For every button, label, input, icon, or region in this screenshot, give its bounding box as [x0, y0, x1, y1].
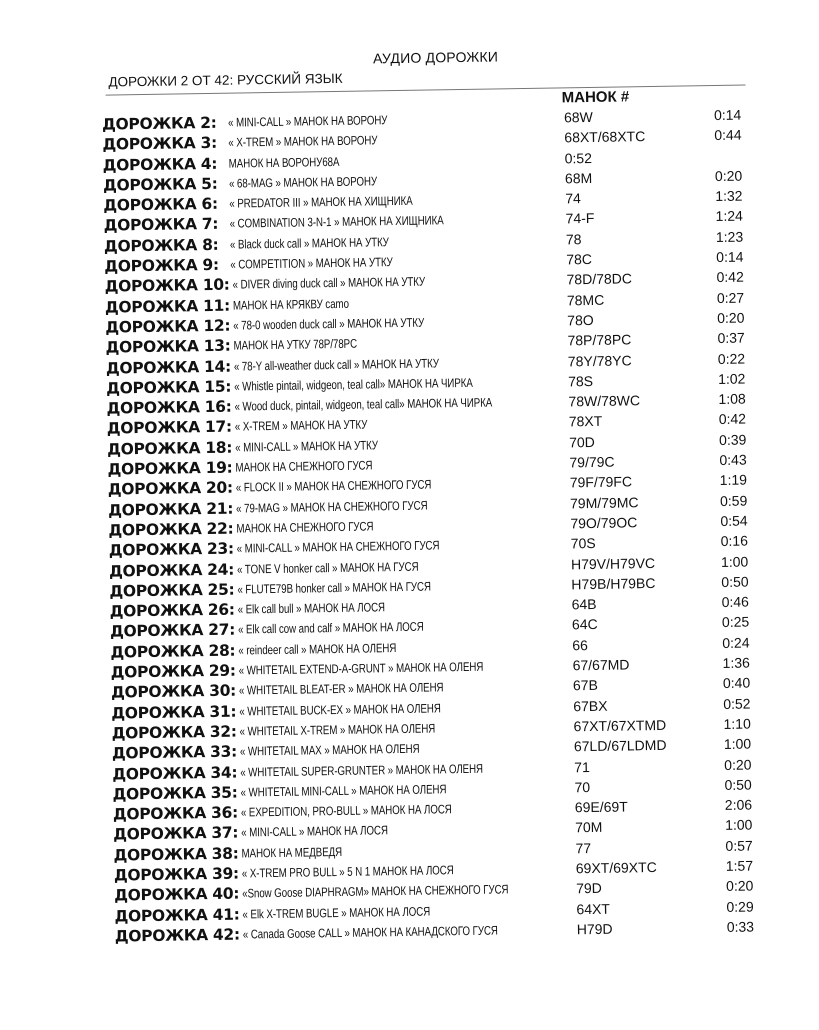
track-duration: 0:59 [719, 492, 748, 509]
track-description: « Elk call cow and calf » МАНОК НА ЛОСЯ [237, 620, 424, 637]
track-label: ДОРОЖКА 37: [113, 823, 239, 844]
track-duration: 0:29 [726, 898, 754, 915]
track-duration: 1:00 [720, 553, 749, 570]
track-label: ДОРОЖКА 31: [111, 702, 237, 723]
track-description: « WHITETAIL X-TREM » МАНОК НА ОЛЕНЯ [239, 721, 436, 739]
track-label: ДОРОЖКА 12: [105, 316, 231, 337]
track-description: « TONE V honker call » МАНОК НА ГУСЯ [236, 559, 419, 577]
track-duration: 1:24 [715, 208, 743, 225]
call-model-number: 78P/78PC [567, 331, 632, 349]
track-duration: 1:32 [715, 187, 743, 205]
track-description: « 78-0 wooden duck call » МАНОК НА УТКУ [233, 315, 425, 333]
track-description: « MINI-CALL » МАНОК НА ЛОСЯ [241, 823, 388, 840]
track-duration: 0:43 [719, 451, 747, 469]
track-duration: 0:52 [723, 695, 751, 712]
track-description: « WHITETAIL MINI-CALL » МАНОК НА ОЛЕНЯ [240, 782, 447, 800]
call-model-number: 78MC [566, 291, 605, 309]
track-duration: 1:19 [719, 471, 748, 489]
track-duration: 0:42 [716, 268, 744, 286]
track-description: « Canada Goose CALL » МАНОК НА КАНАДСКОГО ГУСЯ [242, 923, 498, 942]
call-model-number: 66 [572, 636, 589, 654]
track-description: « Black duck call » МАНОК НА УТКУ [229, 234, 389, 252]
track-description: «Snow Goose DIAPHRAGM» МАНОК НА СНЕЖНОГО ГУСЯ [242, 882, 509, 901]
call-model-number: 69XT/69XTC [575, 858, 657, 877]
track-label: ДОРОЖКА 5: [102, 174, 218, 195]
track-duration: 1:02 [718, 370, 746, 387]
track-description: « MINI-CALL » МАНОК НА СНЕЖНОГО ГУСЯ [236, 538, 440, 556]
call-model-number: 67BX [573, 697, 608, 714]
track-description: « Elk call bull » МАНОК НА ЛОСЯ [237, 600, 386, 617]
track-duration: 1:00 [725, 816, 753, 834]
track-duration: 0:22 [717, 350, 746, 367]
track-description: МАНОК НА КРЯКВУ camo [232, 296, 349, 313]
track-description: « X-TREM » МАНОК НА ВОРОНУ [228, 133, 378, 150]
track-label: ДОРОЖКА 39: [113, 864, 240, 885]
call-model-number: 64XT [576, 900, 611, 917]
track-label: ДОРОЖКА 24: [108, 560, 235, 581]
track-label: ДОРОЖКА 7: [103, 215, 219, 236]
track-label: ДОРОЖКА 13: [105, 336, 231, 357]
call-model-number: 78Y/78YC [567, 351, 632, 369]
call-model-number: 78S [568, 372, 594, 390]
track-label: ДОРОЖКА 3: [102, 134, 218, 154]
track-label: ДОРОЖКА 6: [103, 195, 219, 215]
track-duration: 1:36 [722, 654, 750, 671]
track-label: ДОРОЖКА 2: [101, 113, 217, 134]
track-duration: 1:08 [718, 390, 746, 408]
track-description: МАНОК НА СНЕЖНОГО ГУСЯ [236, 519, 374, 536]
track-duration: 0:50 [724, 776, 752, 793]
track-duration: 0:46 [721, 593, 750, 611]
track-duration: 1:10 [723, 715, 751, 732]
track-description: « WHITETAIL SUPER-GRUNTER » МАНОК НА ОЛЕНЯ [240, 761, 484, 780]
track-label: ДОРОЖКА 16: [106, 397, 232, 418]
track-duration: 1:57 [725, 857, 754, 874]
track-duration: 0:57 [725, 837, 753, 854]
track-label: ДОРОЖКА 18: [107, 438, 233, 459]
call-model-number: 79F/79FC [569, 473, 633, 491]
track-label: ДОРОЖКА 40: [114, 884, 240, 905]
track-label: ДОРОЖКА 41: [114, 905, 240, 926]
code-column-header: МАНОК # [561, 88, 630, 107]
track-label: ДОРОЖКА 14: [105, 357, 232, 378]
call-model-number: 78XT [568, 413, 603, 430]
track-description: « WHITETAIL MAX » МАНОК НА ОЛЕНЯ [239, 741, 420, 759]
track-label: ДОРОЖКА 33: [111, 742, 238, 763]
track-label: ДОРОЖКА 30: [110, 681, 237, 702]
track-label: ДОРОЖКА 19: [107, 458, 233, 479]
track-label: ДОРОЖКА 15: [106, 377, 232, 398]
call-model-number: 68M [564, 169, 593, 187]
track-duration: 0:44 [714, 126, 742, 144]
track-description: « COMPETITION » МАНОК НА УТКУ [230, 255, 393, 272]
track-description: « FLOCK II » МАНОК НА СНЕЖНОГО ГУСЯ [235, 477, 432, 495]
track-duration: 0:33 [726, 918, 755, 935]
track-duration: 0:24 [722, 634, 750, 651]
track-label: ДОРОЖКА 22: [108, 519, 234, 540]
track-description: « MINI-CALL » МАНОК НА УТКУ [235, 438, 378, 455]
track-description: « X-TREM » МАНОК НА УТКУ [234, 417, 368, 435]
call-model-number: 64C [571, 616, 598, 633]
call-model-number: 78 [565, 230, 582, 248]
track-duration: 0:40 [722, 674, 751, 692]
track-description: « 79-MAG » МАНОК НА СНЕЖНОГО ГУСЯ [235, 498, 428, 516]
track-label: ДОРОЖКА 17: [106, 418, 233, 439]
track-description: « DIVER diving duck call » МАНОК НА УТКУ [232, 274, 426, 292]
track-label: ДОРОЖКА 20: [107, 478, 233, 499]
track-label: ДОРОЖКА 32: [111, 722, 237, 743]
call-model-number: 78C [566, 251, 593, 268]
track-list [102, 105, 795, 948]
track-duration: 1:00 [723, 735, 752, 753]
call-model-number: 67LD/67LDMD [573, 737, 667, 755]
track-label: ДОРОЖКА 28: [110, 641, 236, 662]
call-model-number: 68W [563, 108, 593, 126]
call-model-number: 67B [572, 677, 598, 694]
track-description: « Wood duck, pintail, widgeon, teal call» МАНОК НА ЧИРКА [234, 395, 493, 414]
track-description: МАНОК НА МЕДВЕДЯ [241, 844, 343, 861]
track-description: « X-TREM PRO BULL » 5 N 1 МАНОК НА ЛОСЯ [241, 863, 454, 881]
call-model-number: H79D [576, 920, 613, 938]
track-label: ДОРОЖКА 25: [109, 580, 235, 601]
call-model-number: 70M [575, 819, 603, 836]
call-model-number: 70D [568, 433, 595, 451]
track-label: ДОРОЖКА 29: [110, 661, 236, 682]
call-model-number: 70S [570, 535, 596, 552]
track-label: ДОРОЖКА 34: [112, 763, 238, 784]
track-label: ДОРОЖКА 8: [103, 235, 219, 256]
track-description: « reindeer call » МАНОК НА ОЛЕНЯ [238, 640, 397, 658]
track-description: МАНОК НА ВОРОНУ68A [228, 154, 340, 171]
track-label: ДОРОЖКА 21: [107, 499, 234, 520]
track-duration: 0:42 [718, 411, 747, 428]
track-duration: 0:37 [717, 329, 745, 347]
track-description: « 78-Y all-weather duck call » МАНОК НА УТКУ [233, 355, 439, 374]
track-description: « Whistle pintail, widgeon, teal call» МАНОК НА ЧИРКА [234, 375, 473, 394]
call-model-number: 0:52 [564, 149, 593, 166]
track-description: « Elk X-TREM BUGLE » МАНОК НА ЛОСЯ [242, 904, 431, 922]
track-duration: 0:20 [714, 167, 743, 184]
call-model-number: 70 [574, 778, 591, 796]
track-duration: 0:54 [720, 512, 748, 529]
track-label: ДОРОЖКА 38: [113, 844, 239, 865]
track-description: « MINI-CALL » МАНОК НА ВОРОНУ [227, 113, 388, 130]
track-label: ДОРОЖКА 10: [104, 276, 230, 296]
call-model-number: 78O [567, 311, 594, 329]
track-duration: 0:16 [720, 532, 749, 550]
call-model-number: 74 [565, 190, 581, 207]
call-model-number: 79/79C [569, 453, 615, 471]
track-duration: 1:23 [715, 228, 744, 245]
track-description: МАНОК НА СНЕЖНОГО ГУСЯ [235, 458, 373, 475]
document-title: АУДИО ДОРОЖКИ [372, 48, 499, 67]
track-label: ДОРОЖКА 42: [114, 925, 240, 946]
call-model-number: 69E/69T [574, 798, 628, 816]
track-duration: 0:20 [717, 309, 745, 326]
call-model-number: 67XT/67XTMD [573, 716, 667, 735]
track-duration: 0:20 [724, 756, 752, 773]
track-description: « 68-MAG » МАНОК НА ВОРОНУ [228, 174, 378, 191]
track-label: ДОРОЖКА 9: [104, 255, 219, 276]
call-model-number: 67/67MD [572, 656, 630, 674]
call-model-number: 79M/79MC [569, 493, 639, 511]
track-description: « EXPEDITION, PRO-BULL » МАНОК НА ЛОСЯ [240, 802, 452, 820]
call-model-number: 64B [571, 596, 597, 613]
call-model-number: H79B/H79BC [571, 574, 656, 593]
call-model-number: 71 [574, 758, 590, 775]
call-model-number: 79D [575, 880, 602, 897]
track-duration: 0:39 [718, 431, 747, 448]
document-subtitle: ДОРОЖКИ 2 ОТ 42: РУССКИЙ ЯЗЫК [108, 70, 343, 90]
call-model-number: H79V/H79VC [570, 554, 656, 572]
track-label: ДОРОЖКА 26: [109, 600, 235, 621]
track-description: « PREDATOR III » МАНОК НА ХИЩНИКА [229, 193, 413, 211]
track-label: ДОРОЖКА 35: [112, 783, 238, 804]
track-duration: 0:20 [725, 877, 754, 895]
track-duration: 0:14 [716, 248, 744, 266]
track-duration: 2:06 [724, 796, 753, 814]
track-duration: 0:50 [721, 573, 749, 590]
track-duration: 0:25 [721, 613, 750, 631]
track-duration: 0:14 [713, 106, 742, 124]
track-label: ДОРОЖКА 36: [112, 803, 239, 824]
track-description: « COMBINATION 3-N-1 » МАНОК НА ХИЩНИКА [229, 213, 444, 232]
track-label: ДОРОЖКА 4: [102, 154, 218, 175]
call-model-number: 78D/78DC [566, 270, 633, 288]
track-description: « WHITETAIL BUCK-EX » МАНОК НА ОЛЕНЯ [239, 700, 441, 719]
track-label: ДОРОЖКА 27: [109, 621, 236, 641]
track-description: МАНОК НА УТКУ 78P/78PC [233, 336, 358, 353]
track-label: ДОРОЖКА 11: [104, 296, 231, 317]
track-description: « WHITETAIL BLEAT-ER » МАНОК НА ОЛЕНЯ [238, 680, 444, 698]
call-model-number: 77 [575, 839, 592, 856]
call-model-number: 79O/79OC [570, 514, 638, 532]
call-model-number: 74-F [565, 210, 595, 227]
track-description: « WHITETAIL EXTEND-A-GRUNT » МАНОК НА ОЛЕНЯ [238, 659, 484, 678]
call-model-number: 68XT/68XTC [564, 128, 646, 146]
track-label: ДОРОЖКА 23: [108, 539, 234, 560]
track-description: « FLUTE79B honker call » МАНОК НА ГУСЯ [237, 579, 432, 597]
track-duration: 0:27 [716, 289, 745, 306]
call-model-number: 78W/78WC [568, 392, 641, 410]
